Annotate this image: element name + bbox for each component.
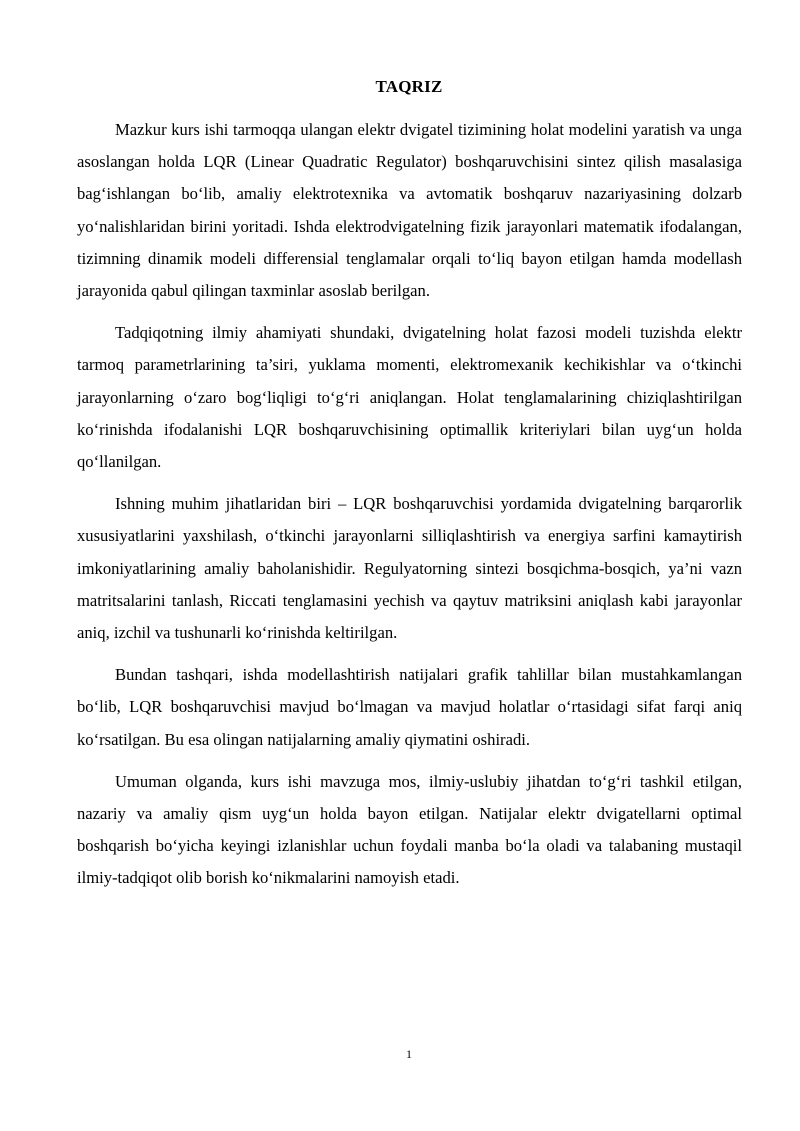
document-body [77, 114, 742, 905]
paragraph-2: Tadqiqotning ilmiy ahamiyati shundaki, dvigatelning holat fazosi modeli tuzishda elektr tarmoq parametrlarining ta’siri, yuklama momenti, elektromexanik kechikishlar va o‘tkinchi jarayonlarning o‘zaro bog‘liqligi to‘g‘ri aniqlangan. Holat tenglamalarining chiziqlashtirilgan ko‘rinishda ifodalanishi LQR boshqaruvchisining optimallik kriteriylari bilan uyg‘un holda qo‘llanilgan. [77, 323, 742, 472]
page-number: 1 [406, 1047, 412, 1061]
paragraph-1: Mazkur kurs ishi tarmoqqa ulangan elektr dvigatel tizimining holat modelini yaratish va unga asoslangan holda LQR (Linear Quadratic Regulator) boshqaruvchisini sintez qilish masalasiga bag‘ishlangan bo‘lib, amaliy elektrotexnika va avtomatik boshqaruv nazariyasining dolzarb yo‘nalishlaridan birini yoritadi. Ishda elektrodvigatelning fizik jarayonlari matematik ifodalangan, tizimning dinamik modeli differensial tenglamalar orqali to‘liq bayon etilgan hamda modellash jarayonida qabul qilingan taxminlar asoslab berilgan. [77, 120, 742, 301]
paragraph-5: Umuman olganda, kurs ishi mavzuga mos, ilmiy-uslubiy jihatdan to‘g‘ri tashkil etilgan, nazariy va amaliy qism uyg‘un holda bayon etilgan. Natijalar elektr dvigatellarni optimal boshqarish bo‘yicha keyingi izlanishlar uchun foydali manba bo‘la oladi va talabaning mustaqil ilmiy-tadqiqot olib borish ko‘nikmalarini namoyish etadi. [77, 771, 742, 888]
page-title: TAQRIZ [375, 77, 443, 96]
paragraph-4: Bundan tashqari, ishda modellashtirish natijalari grafik tahlillar bilan mustahkamlangan bo‘lib, LQR boshqaruvchisi mavjud bo‘lmagan va mavjud holatlar o‘rtasidagi sifat farqi aniq ko‘rsatilgan. Bu esa olingan natijalarning amaliy qiymatini oshiradi. [77, 665, 742, 749]
paragraph-3: Ishning muhim jihatlaridan biri – LQR boshqaruvchisi yordamida dvigatelning barqarorlik xususiyatlarini yaxshilash, o‘tkinchi jarayonlarni silliqlashtirish va energiya sarfini kamaytirish imkoniyatlarining amaliy baholanishidir. Regulyatorning sintezi bosqichma-bosqich, ya’ni vazn matritsalarini tanlash, Riccati tenglamasini yechish va qaytuv matriksini aniqlash kabi jarayonlar aniq, izchil va tushunarli ko‘rinishda keltirilgan. [77, 494, 742, 643]
